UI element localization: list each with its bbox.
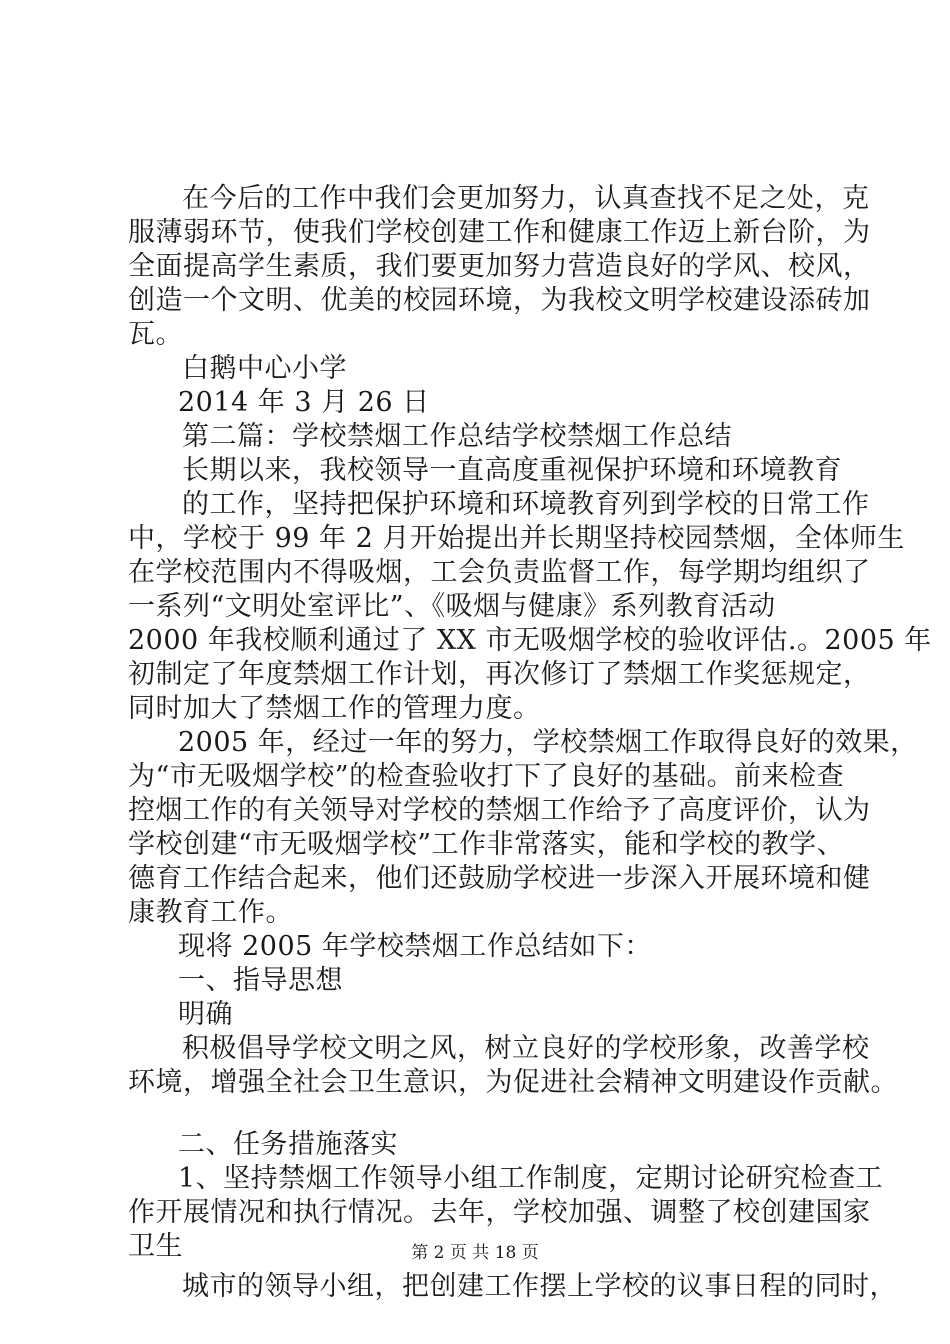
text-line: 控烟工作的有关领导对学校的禁烟工作给予了高度评价，认为 [128, 795, 871, 826]
text-line: 城市的领导小组，把创建工作摆上学校的议事日程的同时， [182, 1271, 897, 1302]
text-line: 同时加大了禁烟工作的管理力度。 [128, 693, 541, 724]
text-line: 初制定了年度禁烟工作计划，再次修订了禁烟工作奖惩规定， [128, 659, 871, 690]
text-line: 学校创建“市无吸烟学校”工作非常落实，能和学校的教学、 [128, 829, 845, 860]
text-line: 2000 年我校顺利通过了 XX 市无吸烟学校的验收评估.。2005 年 [128, 625, 932, 656]
text-line: 全面提高学生素质，我们要更加努力营造良好的学风、校风， [128, 251, 871, 282]
text-line: 创造一个文明、优美的校园环境，为我校文明学校建设添砖加 [128, 285, 871, 316]
heading-task-measures: 二、任务措施落实 [178, 1129, 398, 1160]
text-line: 作开展情况和执行情况。去年，学校加强、调整了校创建国家 [128, 1197, 871, 1228]
heading-guiding-thought: 一、指导思想 [178, 965, 343, 996]
text-line: 卫生 [128, 1231, 183, 1262]
text-line: 德育工作结合起来，他们还鼓励学校进一步深入开展环境和健 [128, 863, 871, 894]
text-line: 1、坚持禁烟工作领导小组工作制度，定期讨论研究检查工 [178, 1163, 884, 1194]
page-number-footer: 第 2 页 共 18 页 [411, 1243, 539, 1263]
text-line: 明确 [178, 999, 233, 1030]
text-line: 积极倡导学校文明之风，树立良好的学校形象，改善学校 [182, 1033, 870, 1064]
section-title: 第二篇：学校禁烟工作总结学校禁烟工作总结 [182, 421, 732, 452]
text-line: 2005 年，经过一年的努力，学校禁烟工作取得良好的效果， [178, 727, 918, 758]
text-line: 的工作，坚持把保护环境和环境教育列到学校的日常工作 [182, 489, 870, 520]
text-line: 康教育工作。 [128, 897, 293, 928]
text-line: 环境，增强全社会卫生意识，为促进社会精神文明建设作贡献。 [128, 1067, 898, 1098]
text-line: 服薄弱环节，使我们学校创建工作和健康工作迈上新台阶，为 [128, 217, 871, 248]
text-line: 在今后的工作中我们会更加努力，认真查找不足之处，克 [182, 183, 870, 214]
signature-school: 白鹅中心小学 [182, 353, 347, 384]
signature-date: 2014 年 3 月 26 日 [178, 387, 430, 418]
text-line: 一系列“文明处室评比”、《吸烟与健康》系列教育活动 [128, 591, 776, 622]
text-line: 瓦。 [128, 319, 183, 350]
text-line: 在学校范围内不得吸烟，工会负责监督工作，每学期均组织了 [128, 557, 871, 588]
text-line: 中，学校于 99 年 2 月开始提出并长期坚持校园禁烟，全体师生 [128, 523, 905, 554]
text-line: 为“市无吸烟学校”的检查验收打下了良好的基础。前来检查 [128, 761, 845, 792]
text-line: 长期以来，我校领导一直高度重视保护环境和环境教育 [182, 455, 842, 486]
text-line: 现将 2005 年学校禁烟工作总结如下： [178, 931, 652, 962]
